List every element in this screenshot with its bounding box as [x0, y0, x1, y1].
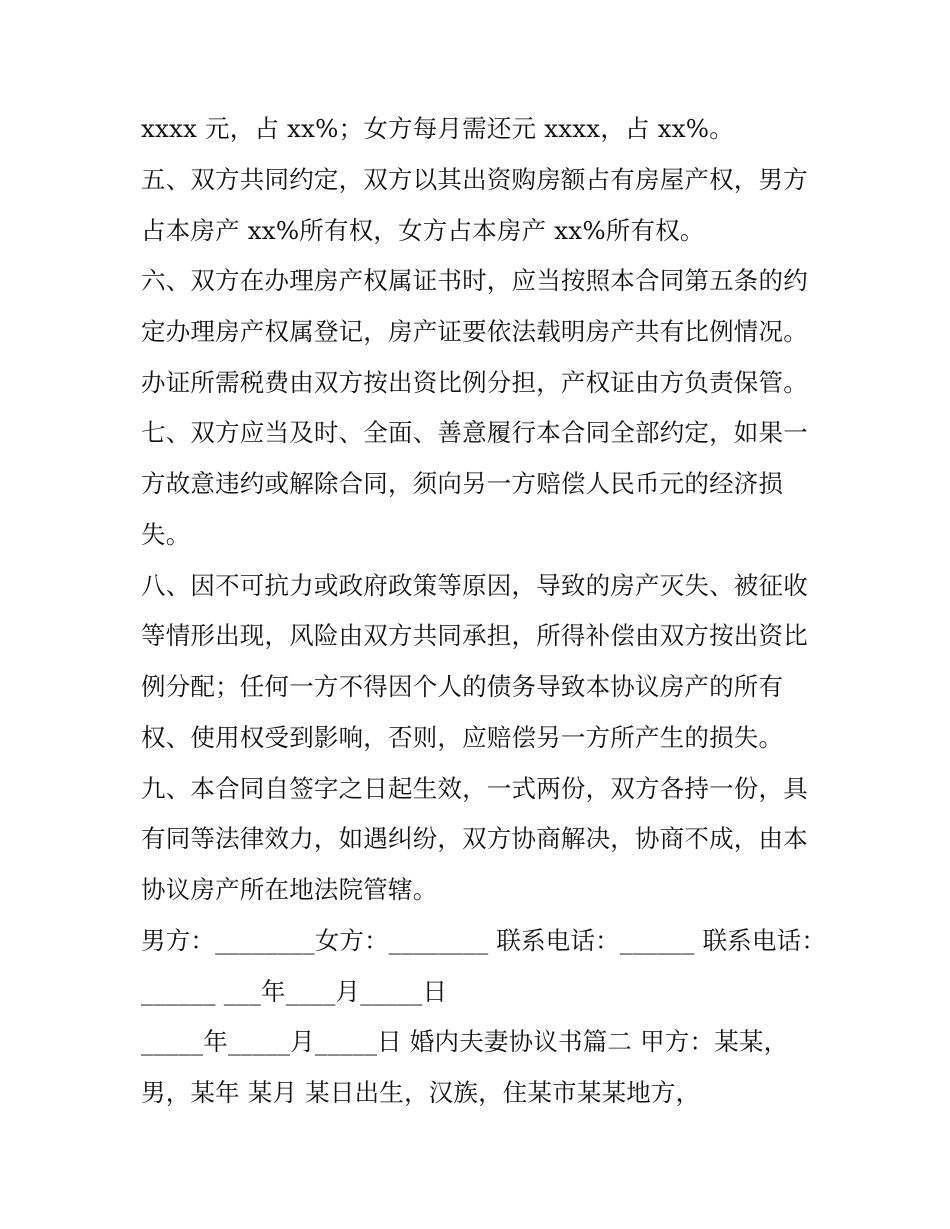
text-line: 定办理房产权属登记，房产证要依法载明房产共有比例情况。 — [141, 317, 808, 346]
text-line: 六、双方在办理房产权属证书时，应当按照本合同第五条的约 — [141, 266, 808, 295]
text-line: 八、因不可抗力或政府政策等原因，导致的房产灭失、被征收 — [141, 571, 808, 600]
signature-line: 男方：________女方：________ 联系电话：______ 联系电话： — [141, 926, 827, 955]
text-line: 九、本合同自签字之日起生效，一式两份，双方各持一份，具 — [141, 774, 808, 803]
text-line: 例分配；任何一方不得因个人的债务导致本协议房产的所有 — [141, 672, 784, 701]
text-line: 等情形出现，风险由双方共同承担，所得补偿由双方按出资比 — [141, 621, 808, 650]
text-line: 占本房产 xx%所有权，女方占本房产 xx%所有权。 — [141, 216, 705, 245]
text-line: 方故意违约或解除合同，须向另一方赔偿人民币元的经济损 — [141, 469, 784, 498]
text-line: 办证所需税费由双方按出资比例分担，产权证由方负责保管。 — [141, 368, 808, 397]
text-line: 失。 — [141, 520, 191, 549]
text-line: 权、使用权受到影响，否则，应赔偿另一方所产生的损失。 — [141, 723, 784, 752]
text-line: 有同等法律效力，如遇纠纷，双方协商解决，协商不成，由本 — [141, 824, 808, 853]
text-line: 协议房产所在地法院管辖。 — [141, 875, 438, 904]
text-line: 七、双方应当及时、全面、善意履行本合同全部约定，如果一 — [141, 418, 808, 447]
date-line: ______ ___年____月_____日 — [141, 977, 448, 1006]
text-line: _____年_____月_____日 婚内夫妻协议书篇二 甲方：某某， — [141, 1027, 789, 1056]
text-line: 五、双方共同约定，双方以其出资购房额占有房屋产权，男方 — [141, 165, 808, 194]
text-line: xxxx 元，占 xx%；女方每月需还元 xxxx，占 xx%。 — [141, 114, 734, 143]
text-line: 男，某年 某月 某日出生，汉族，住某市某某地方， — [141, 1078, 701, 1107]
